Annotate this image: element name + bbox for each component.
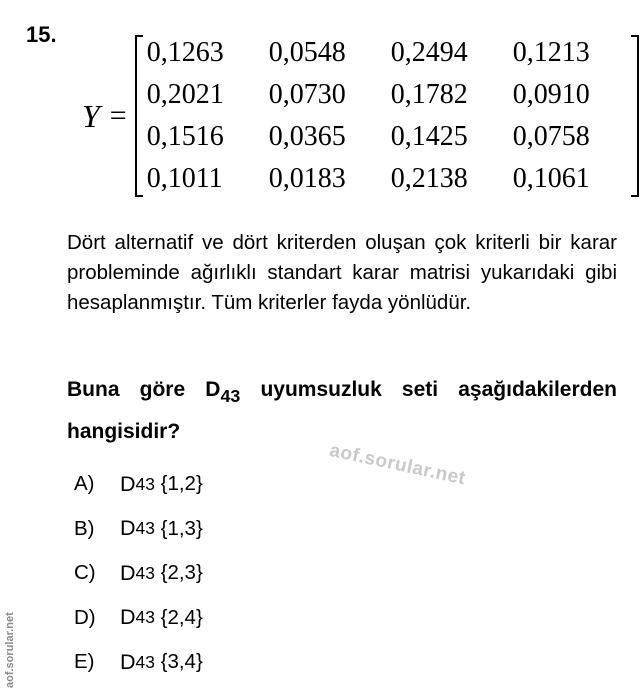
option-subscript: 43 [135,518,155,539]
option-set: {1,3} [160,516,203,540]
option-letter: B) [74,516,95,540]
question-subscript: 43 [220,386,241,407]
option-subscript: 43 [135,651,155,672]
option-set: {2,3} [160,561,203,585]
option-set: {3,4} [160,650,203,674]
matrix-row [143,74,631,116]
option-symbol: D [120,516,136,541]
equals-sign: = [109,99,127,132]
question-symbol: D [205,378,221,401]
matrix-cell: 0,0183 [268,163,346,194]
right-bracket [631,35,639,197]
option-c[interactable] [74,551,203,596]
matrix-row [143,32,631,74]
option-set: {1,2} [160,472,203,496]
matrix-row [143,116,631,158]
question-stem: Dört alternatif ve dört kriterden oluşan çok kriterli bir karar probleminde ağırlıklı standart karar matrisi yukarıdaki gibi hesaplanmıştır. Tüm kriterler fayda yönlüdür. [67,231,617,314]
question-number: 15. [26,22,57,47]
matrix-cell: 0,2021 [146,79,224,110]
matrix-row [143,158,631,200]
matrix-cell: 0,1213 [512,37,590,68]
option-subscript: 43 [135,607,155,628]
option-symbol: D [120,471,136,496]
option-symbol: D [120,605,136,630]
matrix-table [143,32,631,200]
option-d[interactable] [74,596,203,641]
question-text [67,372,617,450]
option-a[interactable] [74,462,203,507]
matrix-cell: 0,1425 [390,121,468,152]
question-post: uyumsuzluk seti aşağıdakilerden hangisidir? [67,378,617,444]
matrix-cell: 0,2138 [390,163,468,194]
matrix-cell: 0,2494 [390,37,468,68]
matrix-block [82,32,639,200]
option-letter: A) [74,472,95,496]
matrix-cell: 0,1263 [146,37,224,68]
option-subscript: 43 [135,473,155,494]
option-letter: E) [74,650,95,674]
watermark-center: aof.sorular.net [327,440,468,490]
matrix-cell: 0,0730 [268,79,346,110]
matrix-cell: 0,0910 [512,79,590,110]
option-letter: D) [74,605,96,629]
option-subscript: 43 [135,562,155,583]
option-symbol: D [120,649,136,674]
matrix-cell: 0,1061 [512,163,590,194]
matrix-cell: 0,0365 [268,121,346,152]
option-symbol: D [120,560,136,585]
matrix-name: Y [82,97,100,134]
matrix-cell: 0,1516 [146,121,224,152]
option-set: {2,4} [160,605,203,629]
answer-options [74,462,203,685]
matrix-cell: 0,0548 [268,37,346,68]
watermark-side: aof.sorular.net [4,612,16,688]
option-letter: C) [74,561,96,585]
question-pre: Buna göre [67,378,206,401]
left-bracket [135,35,143,197]
matrix-cell: 0,1011 [146,163,223,194]
option-e[interactable] [74,640,203,685]
matrix-cell: 0,0758 [512,121,590,152]
matrix-cell: 0,1782 [390,79,468,110]
option-b[interactable] [74,507,203,552]
